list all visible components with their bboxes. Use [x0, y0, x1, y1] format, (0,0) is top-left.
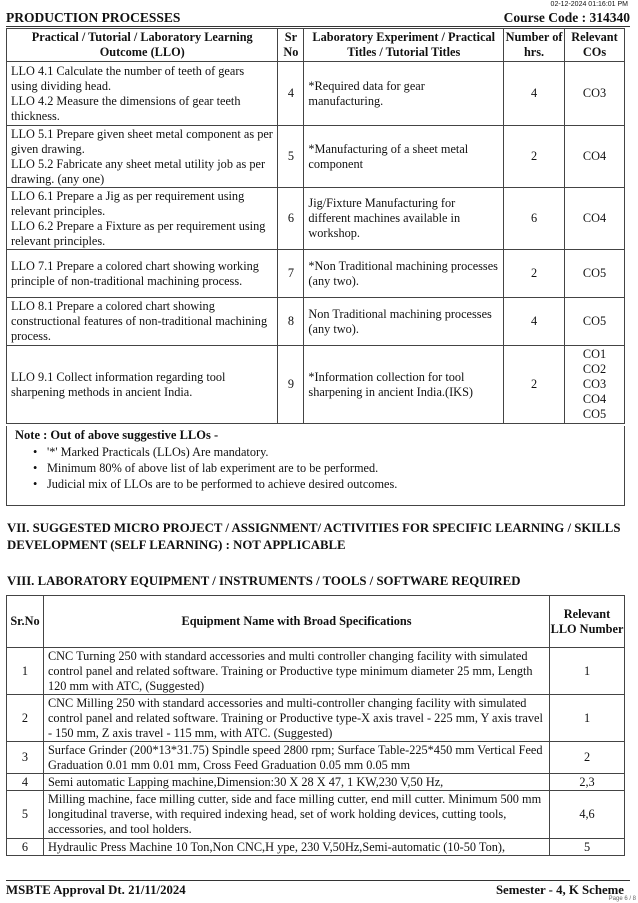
relevant-llo-cell: 1 [550, 648, 625, 695]
col-llo: Practical / Tutorial / Laboratory Learning Outcome (LLO) [7, 29, 278, 62]
equipment-spec-cell: Milling machine, face milling cutter, side and face milling cutter, end mill cutter. Minimum 500 mm longitudinal traverse, with required indexing head, set of work holding devices, cutting tools, accessories, and tool holders. [43, 791, 549, 839]
experiment-title-cell: *Information collection for tool sharpening in ancient India.(IKS) [304, 346, 504, 424]
llo-text: LLO 8.1 Prepare a colored chart showing constructional features of non-traditional machining process. [11, 299, 268, 343]
hours-cell: 2 [504, 126, 565, 188]
page-footer [6, 883, 624, 898]
sr-no-cell: 5 [7, 791, 44, 839]
table-row [7, 839, 625, 856]
col-titles: Laboratory Experiment / Practical Titles / Tutorial Titles [304, 29, 504, 62]
table-row [7, 346, 625, 424]
table-row [7, 298, 625, 346]
llo-cell [7, 298, 278, 346]
llo-text: LLO 5.1 Prepare given sheet metal component as per given drawing. [11, 126, 273, 156]
equipment-spec-cell: Surface Grinder (200*13*31.75) Spindle speed 2800 rpm; Surface Table-225*450 mm Vertical Feed Graduation 0.01 mm 0.01 mm, Cross Feed Graduation 0.05 mm 0.05 mm [43, 742, 549, 774]
table-row [7, 695, 625, 742]
note-box [6, 426, 625, 506]
col-equipment: Equipment Name with Broad Specifications [43, 596, 549, 648]
section-vii-heading: VII. SUGGESTED MICRO PROJECT / ASSIGNMENT/ ACTIVITIES FOR SPECIFIC LEARNING / SKILLS DEVELOPMENT (SELF LEARNING) : NOT APPLICABLE [7, 521, 621, 552]
sr-no-cell: 2 [7, 695, 44, 742]
llo-cell [7, 250, 278, 298]
hours-cell: 2 [504, 250, 565, 298]
llo-text: LLO 5.2 Fabricate any sheet metal utility job as per drawing. (any one) [11, 156, 266, 186]
equipment-table [6, 595, 625, 856]
sr-no-cell: 6 [7, 839, 44, 856]
note-list [33, 444, 618, 492]
experiment-title-cell: *Non Traditional machining processes (any two). [304, 250, 504, 298]
cos-cell: CO5 [565, 298, 625, 346]
llo-cell [7, 346, 278, 424]
sr-no-cell: 9 [278, 346, 304, 424]
course-code: Course Code : 314340 [503, 10, 630, 25]
table-row [7, 742, 625, 774]
lab-table-header [7, 29, 625, 62]
equipment-spec-cell: Hydraulic Press Machine 10 Ton,Non CNC,H ype, 230 V,50Hz,Semi-automatic (10-50 Ton), [43, 839, 549, 856]
relevant-llo-cell: 4,6 [550, 791, 625, 839]
equipment-spec-cell: CNC Turning 250 with standard accessories and multi controller changing facility with simulated control panel and related software. Training or Productive type minimum diameter 25 mm, Length 120 mm with ATC, (Suggested) [43, 648, 549, 695]
course-name: PRODUCTION PROCESSES [6, 10, 181, 25]
semester-scheme: Semester - 4, K Scheme [495, 883, 624, 897]
footer-rule [6, 880, 630, 881]
llo-text: LLO 4.1 Calculate the number of teeth of gears using dividing head. [11, 63, 245, 93]
experiment-title-cell: *Manufacturing of a sheet metal component [304, 126, 504, 188]
experiment-title-cell: *Required data for gear manufacturing. [304, 62, 504, 126]
hours-cell: 4 [504, 298, 565, 346]
hours-cell: 6 [504, 188, 565, 250]
note-item: • '*' Marked Practicals (LLOs) Are mandatory. [33, 444, 618, 460]
col-sr-no: Sr.No [7, 596, 44, 648]
approval-date: MSBTE Approval Dt. 21/11/2024 [6, 883, 186, 897]
table-row [7, 250, 625, 298]
equipment-spec-cell: Semi automatic Lapping machine,Dimension:30 X 28 X 47, 1 KW,230 V,50 Hz, [43, 774, 549, 791]
page-header [6, 9, 630, 26]
relevant-llo-cell: 5 [550, 839, 625, 856]
note-item: • Minimum 80% of above list of lab experiment are to be performed. [33, 460, 618, 476]
sr-no-cell: 5 [278, 126, 304, 188]
llo-text: LLO 9.1 Collect information regarding tool sharpening methods in ancient India. [11, 369, 226, 399]
llo-text: LLO 6.2 Prepare a Fixture as per requirement using relevant principles. [11, 218, 266, 248]
table-row [7, 648, 625, 695]
sr-no-cell: 8 [278, 298, 304, 346]
sr-no-cell: 6 [278, 188, 304, 250]
table-row [7, 62, 625, 126]
cos-cell: CO3 [565, 62, 625, 126]
sr-no-cell: 4 [278, 62, 304, 126]
table-row [7, 791, 625, 839]
table-row [7, 188, 625, 250]
relevant-llo-cell: 2 [550, 742, 625, 774]
lab-experiments-table [6, 28, 625, 424]
sr-no-cell: 7 [278, 250, 304, 298]
llo-text: LLO 7.1 Prepare a colored chart showing working principle of non-traditional machining process. [11, 258, 259, 288]
hours-cell: 2 [504, 346, 565, 424]
col-sr-no: Sr No [278, 29, 304, 62]
llo-cell [7, 62, 278, 126]
page-number: Page 6 / 8 [608, 896, 636, 902]
sr-no-cell: 1 [7, 648, 44, 695]
cos-cell: CO1 CO2 CO3 CO4 CO5 [565, 346, 625, 424]
llo-cell [7, 188, 278, 250]
note-item: • Judicial mix of LLOs are to be performed to achieve desired outcomes. [33, 476, 618, 492]
sr-no-cell: 4 [7, 774, 44, 791]
cos-cell: CO4 [565, 188, 625, 250]
experiment-title-cell: Non Traditional machining processes (any two). [304, 298, 504, 346]
cos-cell: CO5 [565, 250, 625, 298]
sr-no-cell: 3 [7, 742, 44, 774]
llo-text: LLO 6.1 Prepare a Jig as per requirement using relevant principles. [11, 188, 245, 218]
relevant-llo-cell: 1 [550, 695, 625, 742]
llo-cell [7, 126, 278, 188]
table-row [7, 126, 625, 188]
section-viii-heading: VIII. LABORATORY EQUIPMENT / INSTRUMENTS / TOOLS / SOFTWARE REQUIRED [7, 574, 521, 588]
relevant-llo-cell: 2,3 [550, 774, 625, 791]
col-hrs: Number of hrs. [504, 29, 565, 62]
header-rule [6, 26, 630, 27]
equipment-table-header [7, 596, 625, 648]
cos-cell: CO4 [565, 126, 625, 188]
equipment-spec-cell: CNC Milling 250 with standard accessories and multi-controller changing facility with simulated control panel and related software. Training or Productive type-X axis travel - 225 mm, Y axis travel - 150 mm, Z axis travel - 115 mm, with ATC. (Suggested) [43, 695, 549, 742]
col-cos: Relevant COs [565, 29, 625, 62]
note-title: Note : Out of above suggestive LLOs - [15, 428, 219, 442]
print-timestamp: 02-12-2024 01:16:01 PM [550, 1, 628, 8]
col-relevant-llo: Relevant LLO Number [550, 596, 625, 648]
hours-cell: 4 [504, 62, 565, 126]
table-row [7, 774, 625, 791]
experiment-title-cell: Jig/Fixture Manufacturing for different machines available in workshop. [304, 188, 504, 250]
llo-text: LLO 4.2 Measure the dimensions of gear teeth thickness. [11, 93, 241, 123]
